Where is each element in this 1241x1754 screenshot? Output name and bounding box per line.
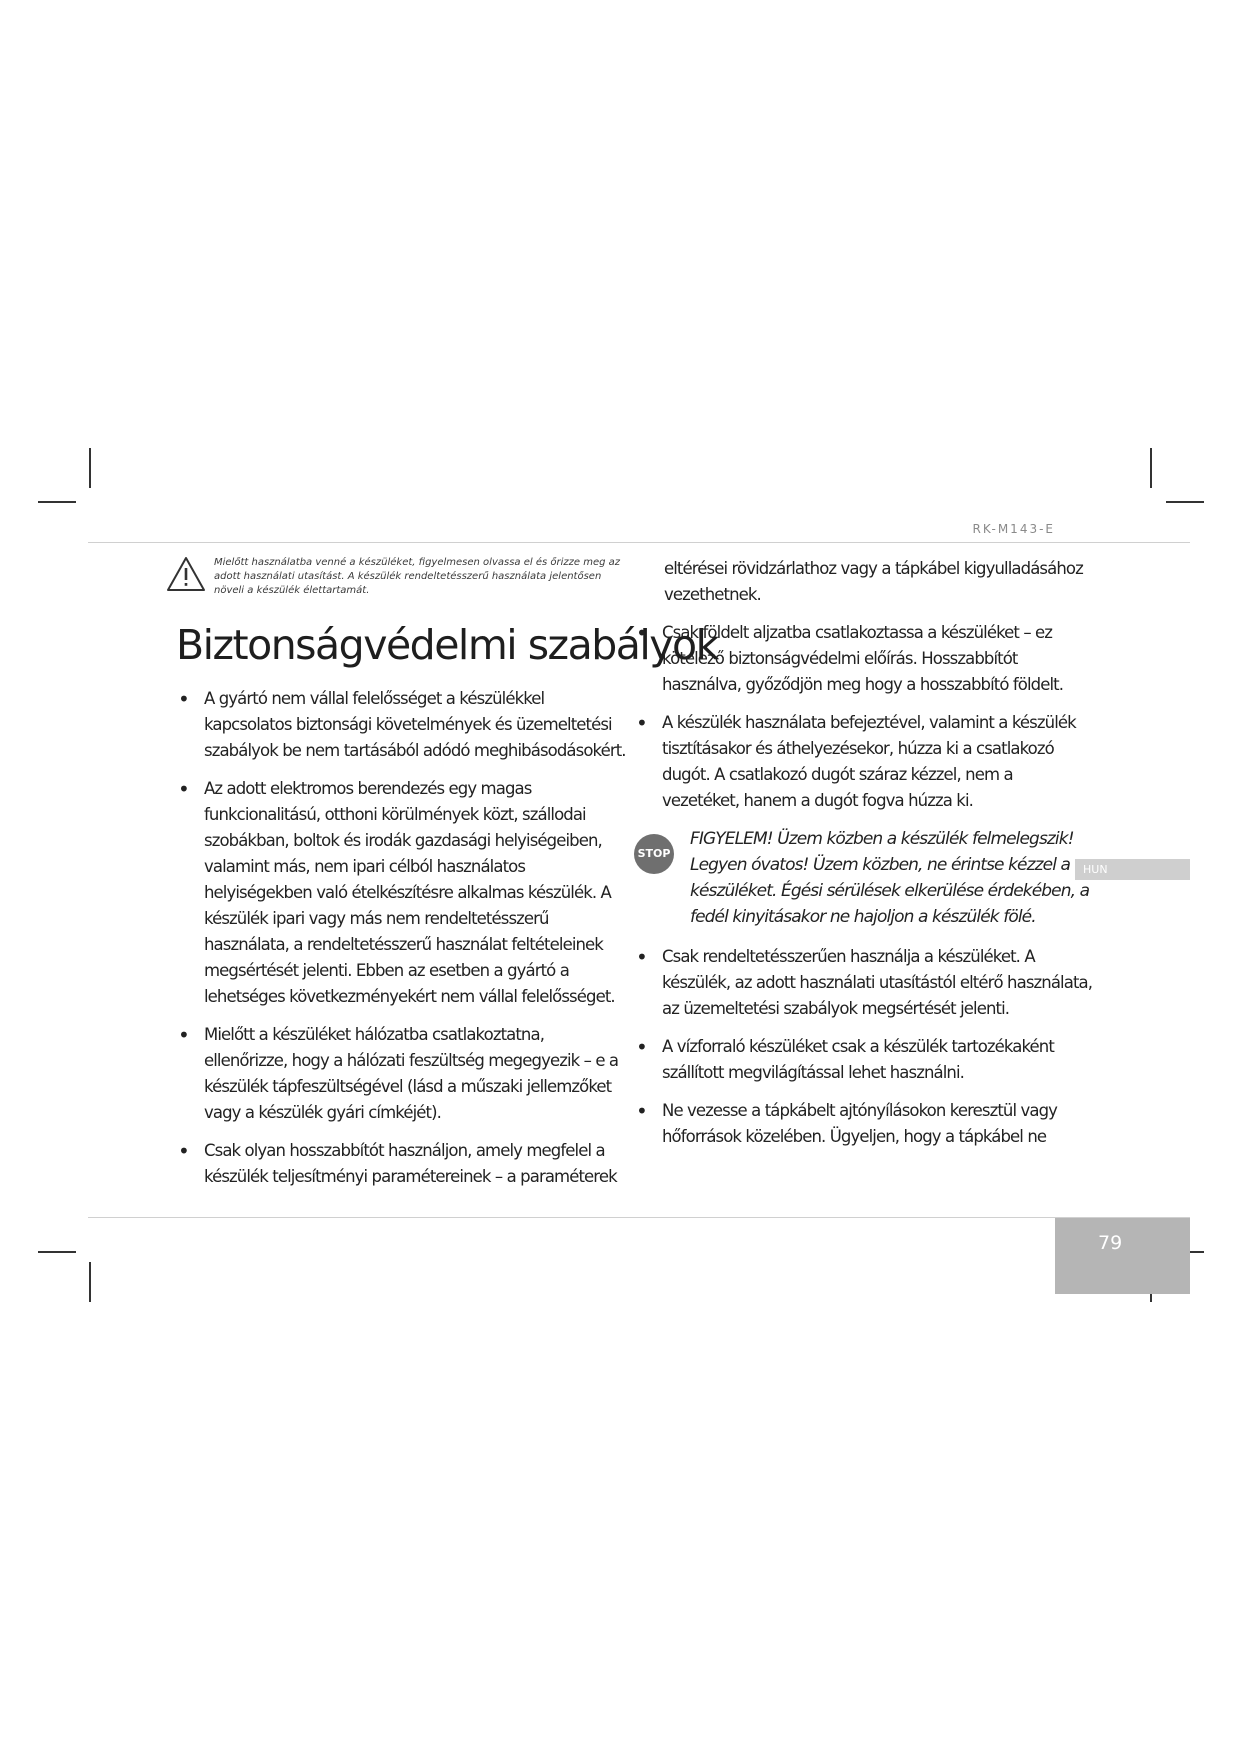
list-item: • A vízforraló készüléket csak a készülék tartozékaként szállított megvilágítással lehet használni.	[634, 1034, 1094, 1086]
list-item: • Csak olyan hosszabbítót használjon, amely megfelel a készülék teljesítményi paramétereinek – a paraméterek	[176, 1138, 626, 1190]
stop-warning-note	[634, 826, 1094, 930]
crop-mark-bottom-left-vertical	[89, 1262, 91, 1302]
crop-mark-top-right-vertical	[1150, 448, 1152, 488]
warning-triangle-icon	[166, 556, 206, 592]
page-number: 79	[1098, 1232, 1123, 1254]
list-item: • Mielőtt a készüléket hálózatba csatlakoztatna, ellenőrizze, hogy a hálózati feszültség megegyezik – e a készülék tápfeszültségével (lásd a műszaki jellemzőket vagy a készülék gyári címkéjét).	[176, 1022, 626, 1126]
footer-rule	[88, 1217, 1190, 1218]
list-item: • Csak földelt aljzatba csatlakoztassa a készüléket – ez kötelező biztonságvédelmi előírás. Hosszabbítót használva, győződjön meg hogy a hosszabbító földelt.	[634, 620, 1094, 698]
header-rule	[88, 542, 1190, 543]
crop-mark-top-left-horizontal	[38, 501, 76, 503]
warning-note	[176, 556, 626, 608]
list-item: • A gyártó nem vállal felelősséget a készülékkel kapcsolatos biztonsági követelmények és üzemeltetési szabályok be nem tartásából adódó meghibásodásokért.	[176, 686, 626, 764]
warning-text: Mielőtt használatba venné a készüléket, figyelmesen olvassa el és őrizze meg az adott használati utasítást. A készülék rendeltetésszerű használata jelentősen növeli a készülék élettartamát.	[214, 557, 621, 596]
crop-mark-bottom-left-horizontal	[38, 1251, 76, 1253]
section-title: Biztonságvédelmi szabályok	[176, 621, 718, 669]
crop-mark-top-left-vertical	[89, 448, 91, 488]
right-bullet-list-top	[634, 620, 1094, 814]
right-bullet-list-bottom	[634, 944, 1094, 1150]
model-code: RK-M143-E	[972, 522, 1055, 536]
page-number-box	[1055, 1218, 1190, 1294]
list-item: • Az adott elektromos berendezés egy magas funkcionalitású, otthoni körülmények közt, szállodai szobákban, boltok és irodák gazdasági helyiségeiben, valamint más, nem ipari célból használatos helyiségekben való ételkészítésre alkalmas készülék. A készülék ipari vagy más nem rendeltetésszerű használata, a rendeltetésszerű használat feltételeinek megsértését jelenti. Ebben az esetben a gyártó a lehetséges következményekért nem vállal felelősséget.	[176, 776, 626, 1010]
continued-text: eltérései rövidzárlathoz vagy a tápkábel kigyulladásához vezethetnek.	[664, 559, 1083, 604]
left-bullet-list	[176, 686, 626, 1190]
list-item: • Csak rendeltetésszerűen használja a készüléket. A készülék, az adott használati utasítástól eltérő használata, az üzemeltetési szabályok megsértését jelenti.	[634, 944, 1094, 1022]
list-item: • A készülék használata befejeztével, valamint a készülék tisztításakor és áthelyezésekor, húzza ki a csatlakozó dugót. A csatlakozó dugót száraz kézzel, nem a vezetéket, hanem a dugót fogva húzza ki.	[634, 710, 1094, 814]
language-tab: HUN	[1075, 859, 1190, 880]
right-column	[634, 556, 1094, 1162]
stop-sign-icon: STOP	[634, 834, 674, 874]
crop-mark-top-right-horizontal	[1166, 501, 1204, 503]
stop-warning-text: FIGYELEM! Üzem közben a készülék felmelegszik! Legyen óvatos! Üzem közben, ne érintse kézzel a készüléket. Égési sérülések elkerülése érdekében, a fedél kinyitásakor ne hajoljon a készülék fölé.	[690, 829, 1090, 927]
list-item: • Ne vezesse a tápkábelt ajtónyílásokon keresztül vagy hőforrások közelében. Ügyeljen, hogy a tápkábel ne	[634, 1098, 1094, 1150]
